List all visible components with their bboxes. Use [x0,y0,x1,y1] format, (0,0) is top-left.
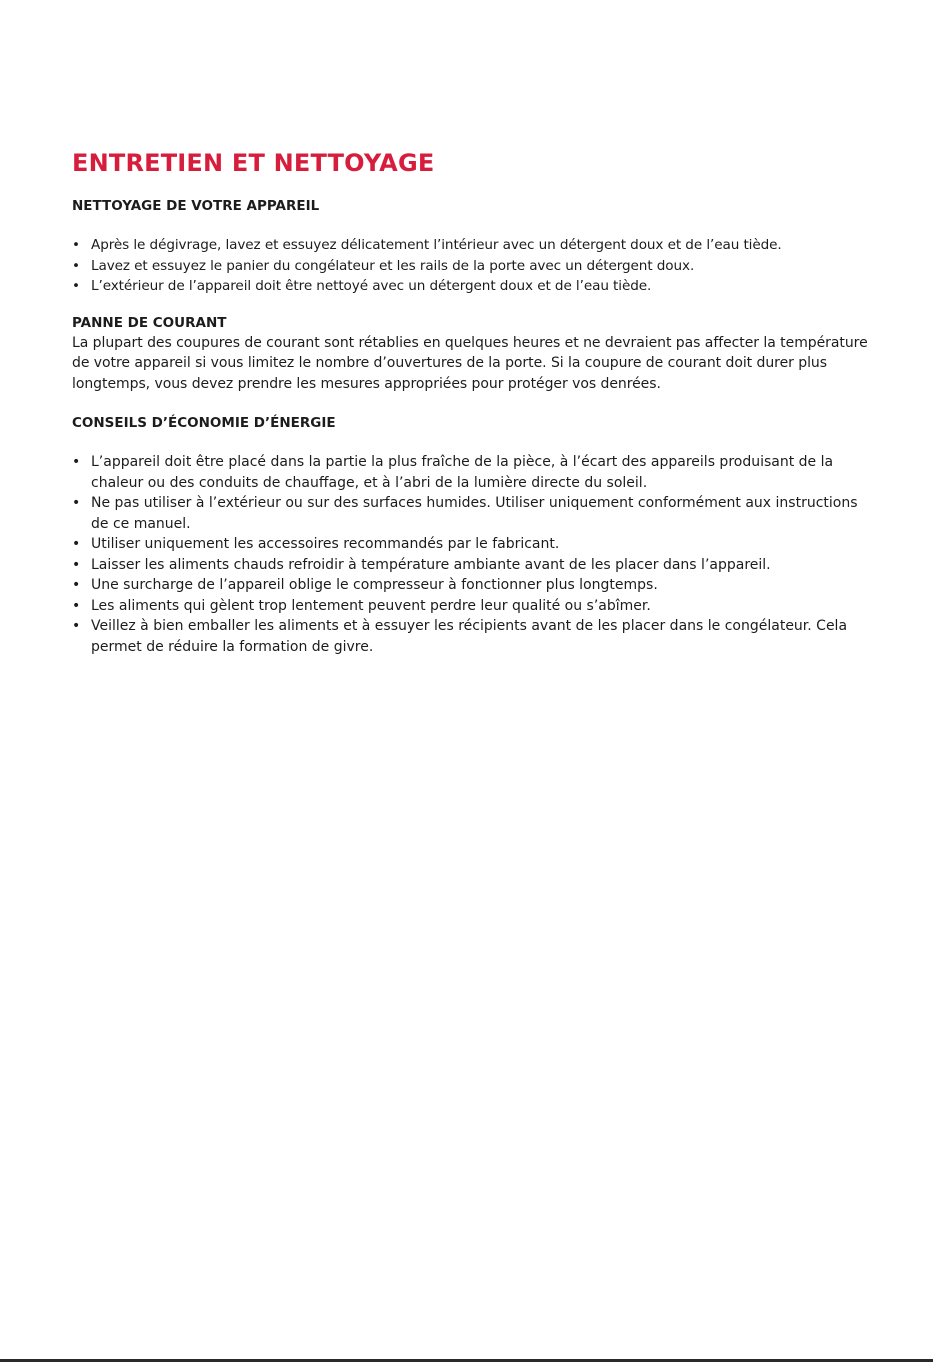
list-item: • L’extérieur de l’appareil doit être nettoyé avec un détergent doux et de l’eau tiède. [72,276,872,297]
list-item: • Veillez à bien emballer les aliments et à essuyer les récipients avant de les placer dans le congélateur. Cela permet de réduire la formation de givre. [72,618,848,655]
list-item: • Lavez et essuyez le panier du congélateur et les rails de la porte avec un détergent doux. [72,256,872,277]
bullet-icon: • [72,618,81,634]
document-page [72,146,872,657]
bullet-icon: • [72,495,81,511]
section-heading-energy: CONSEILS D’ÉCONOMIE D’ÉNERGIE [72,415,336,431]
bullet-icon: • [72,257,80,274]
bullet-icon: • [72,278,80,294]
list-item: • Ne pas utiliser à l’extérieur ou sur des surfaces humides. Utiliser uniquement conformément aux instructions de ce manuel. [72,495,858,532]
list-item: • Une surcharge de l’appareil oblige le compresseur à fonctionner plus longtemps. [72,575,872,596]
list-item: • Après le dégivrage, lavez et essuyez délicatement l’intérieur avec un détergent doux et de l’eau tiède. [72,235,872,256]
cleaning-list [72,235,872,297]
page-title: ENTRETIEN ET NETTOYAGE [72,149,435,177]
bullet-icon: • [72,556,81,573]
power-outage-paragraph: La plupart des coupures de courant sont rétablies en quelques heures et ne devraient pas affecter la température de votre appareil si vous limitez le nombre d’ouvertures de la porte. Si la coupure de courant doit durer plus longtemps, vous devez prendre les mesures appropriées pour protéger vos denrées. [72,334,868,392]
list-item: • Laisser les aliments chauds refroidir à température ambiante avant de les placer dans l’appareil. [72,555,872,576]
list-item: • L’appareil doit être placé dans la partie la plus fraîche de la pièce, à l’écart des appareils produisant de la chaleur ou des conduits de chauffage, et à l’abri de la lumière directe du soleil. [72,454,834,491]
list-item: • Utiliser uniquement les accessoires recommandés par le fabricant. [72,534,872,555]
bullet-icon: • [72,454,81,470]
section-heading-power-outage: PANNE DE COURANT [72,314,227,331]
bullet-icon: • [72,597,81,614]
energy-list [72,452,872,657]
list-item: • Les aliments qui gèlent trop lentement peuvent perdre leur qualité ou s’abîmer. [72,596,872,617]
bullet-icon: • [72,237,80,253]
section-heading-cleaning: NETTOYAGE DE VOTRE APPAREIL [72,198,320,214]
bullet-icon: • [72,536,81,552]
bullet-icon: • [72,577,81,593]
